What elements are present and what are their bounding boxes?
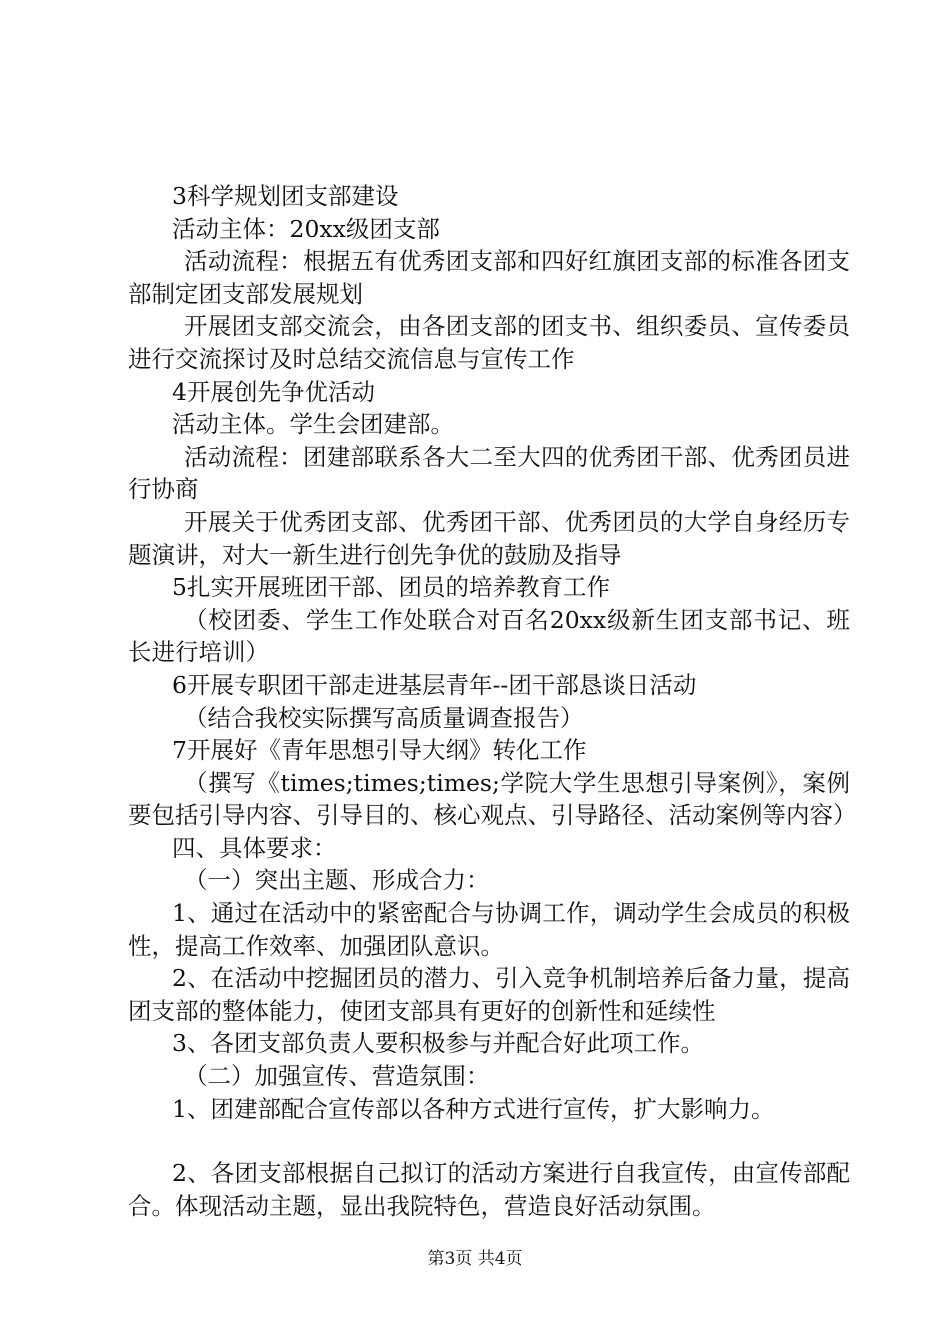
paragraph: 活动主体：20xx级团支部 bbox=[172, 214, 440, 243]
paragraph: 开展团支部交流会，由各团支部的团支书、组织委员、宣传委员进行交流探讨及时总结交流信息与宣传工作 bbox=[128, 312, 850, 373]
section-heading-6: 6开展专职团干部走进基层青年--团干部恳谈日活动 bbox=[172, 670, 697, 699]
list-item: 1、通过在活动中的紧密配合与协调工作，调动学生会成员的积极性，提高工作效率、加强团队意识。 bbox=[128, 899, 850, 960]
paragraph: （结合我校实际撰写高质量调查报告） bbox=[184, 703, 584, 732]
section-heading-7: 7开展好《青年思想引导大纲》转化工作 bbox=[172, 736, 587, 765]
list-item: 2、在活动中挖掘团员的潜力、引入竞争机制培养后备力量，提高团支部的整体能力，使团支部具有更好的创新性和延续性 bbox=[128, 964, 850, 1025]
document-body bbox=[128, 180, 857, 1222]
page-footer: 第3页 共4页 bbox=[427, 1249, 523, 1269]
list-item: 1、团建部配合宣传部以各种方式进行宣传，扩大影响力。 bbox=[172, 1094, 775, 1123]
paragraph: 活动主体。学生会团建部。 bbox=[172, 410, 454, 439]
list-item: 2、各团支部根据自己拟订的活动方案进行自我宣传，由宣传部配合。体现活动主题，显出我院特色，营造良好活动氛围。 bbox=[128, 1159, 850, 1220]
section-heading-3: 3科学规划团支部建设 bbox=[172, 182, 399, 210]
section-heading-4: 4开展创先争优活动 bbox=[172, 377, 375, 406]
paragraph: （撰写《times;times;times;学院大学生思想引导案例》，案例要包括引导内容、引导目的、核心观点、引导路径、活动案例等内容） bbox=[128, 768, 857, 830]
section-heading-5: 5扎实开展班团干部、团员的培养教育工作 bbox=[172, 573, 610, 602]
subsection-heading: （一）突出主题、形成合力： bbox=[184, 866, 490, 895]
list-item: 3、各团支部负责人要积极参与并配合好此项工作。 bbox=[172, 1029, 704, 1058]
paragraph-spacer bbox=[128, 1125, 850, 1157]
paragraph: （校团委、学生工作处联合对百名20xx级新生团支部书记、班长进行培训） bbox=[128, 605, 850, 667]
paragraph: 开展关于优秀团支部、优秀团干部、优秀团员的大学自身经历专题演讲，对大一新生进行创先争优的鼓励及指导 bbox=[128, 507, 850, 569]
section-heading-requirements: 四、具体要求： bbox=[172, 833, 337, 862]
paragraph: 活动流程：团建部联系各大二至大四的优秀团干部、优秀团员进行协商 bbox=[128, 442, 850, 504]
subsection-heading: （二）加强宣传、营造氛围： bbox=[184, 1062, 490, 1091]
paragraph: 活动流程：根据五有优秀团支部和四好红旗团支部的标准各团支部制定团支部发展规划 bbox=[128, 247, 850, 308]
